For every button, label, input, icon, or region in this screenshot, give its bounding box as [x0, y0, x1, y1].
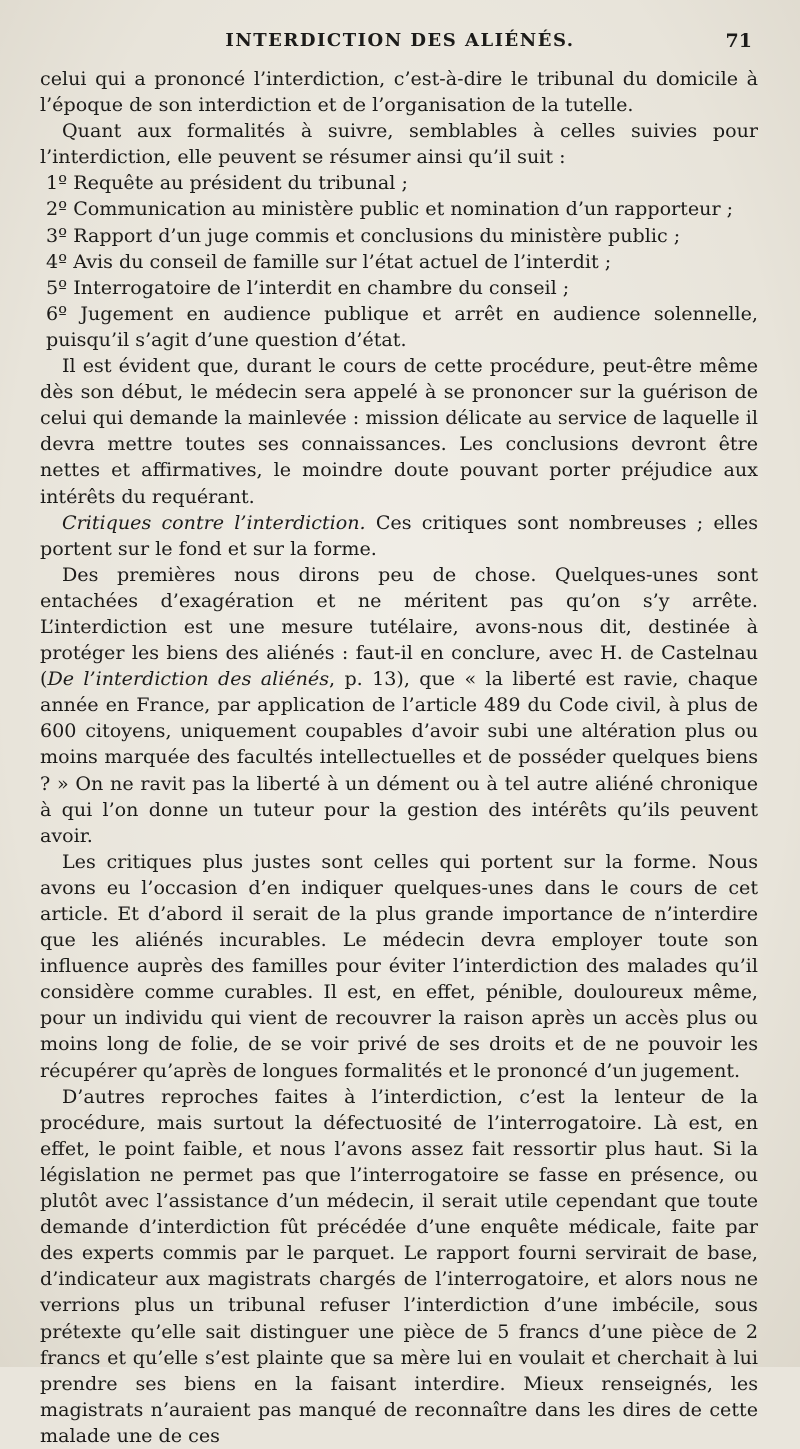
paragraph-critiques-intro	[40, 510, 758, 562]
paragraph-text: , p. 13), que « la liberté est ravie, chaque année en France, par application de l’article 489 du Code civil, à plus de 600 citoyens, uniquement coupables d’avoir subi une altération plus ou moins marquée des facultés intellectuelles et de posséder quelques biens ? » On ne ravit pas la liberté à un dément ou à tel autre aliéné chronique à qui l’on donne un tuteur pour la gestion des intérêts qu’ils peuvent avoir.	[40, 667, 758, 847]
formalities-list	[40, 170, 758, 353]
paragraph-critiques-substance	[40, 562, 758, 849]
paragraph-formalities-intro: Quant aux formalités à suivre, semblables à celles suivies pour l’interdiction, elle peuvent se résumer ainsi qu’il suit :	[40, 119, 758, 169]
list-item: 4º Avis du conseil de famille sur l’état actuel de l’interdit ;	[46, 249, 612, 273]
list-item: 2º Communication au ministère public et nomination d’un rapporteur ;	[46, 197, 734, 221]
running-head: INTERDICTION DES ALIÉNÉS.	[225, 30, 575, 51]
paragraph-continuation: celui qui a prononcé l’interdiction, c’est-à-dire le tribunal du domicile à l’époque de son interdiction et de l’organisation de la tutelle.	[40, 67, 758, 117]
list-item: 6º Jugement en audience publique et arrêt en audience solennelle, puisqu’il s’agit d’une question d’état.	[46, 301, 758, 351]
paragraph-text: Ces critiques sont nombreuses ; elles portent sur le fond et sur la forme.	[40, 510, 758, 560]
list-item: 1º Requête au président du tribunal ;	[46, 171, 408, 195]
page-header	[0, 30, 800, 60]
body-text	[40, 66, 758, 1449]
section-title: Critiques contre l’interdiction.	[62, 510, 366, 534]
paragraph-critiques-form: Les critiques plus justes sont celles qui portent sur la forme. Nous avons eu l’occasion d’en indiquer quelques-unes dans le cours de cet article. Et d’abord il serait de la plus grande importance de n’interdire que les aliénés incurables. Le médecin devra employer toute son influence auprès des familles pour éviter l’interdiction des malades qu’il considère comme curables. Il est, en effet, pénible, douloureux même, pour un individu qui vient de recouvrer la raison après un accès plus ou moins long de folie, de se voir privé de ses droits et de ne pouvoir les récupérer qu’après de longues formalités et le prononcé d’un jugement.	[40, 849, 758, 1082]
paragraph-text: Des premières nous dirons peu de chose. Quelques-unes sont entachées d’exagération et ne méritent pas qu’on s’y arrête. L’interdiction est une mesure tutélaire, avons-nous dit, destinée à protéger les biens des aliénés : faut-il en conclure, avec H. de Castelnau (	[40, 562, 758, 691]
paragraph-medical-role: Il est évident que, durant le cours de cette procédure, peut-être même dès son début, le médecin sera appelé à se prononcer sur la guérison de celui qui demande la mainlevée : mission délicate au service de laquelle il devra mettre toutes ses connaissances. Les conclusions devront être nettes et affirmatives, le moindre doute pouvant porter préjudice aux intérêts du requérant.	[40, 354, 758, 508]
list-item: 5º Interrogatoire de l’interdit en chambre du conseil ;	[46, 275, 570, 299]
list-item: 3º Rapport d’un juge commis et conclusions du ministère public ;	[46, 223, 681, 247]
paragraph-other-reproaches: D’autres reproches faites à l’interdiction, c’est la lenteur de la procédure, mais surtout la défectuosité de l’interrogatoire. Là est, en effet, le point faible, et nous l’avons assez fait ressortir plus haut. Si la législation ne permet pas que l’interrogatoire se fasse en présence, ou plutôt avec l’assistance d’un médecin, il serait utile cependant que toute demande d’interdiction fût précédée d’une enquête médicale, faite par des experts commis par le parquet. Le rapport fourni servirait de base, d’indicateur aux magistrats chargés de l’interrogatoire, et alors nous ne verrions plus un tribunal refuser l’interdiction d’une imbécile, sous prétexte qu’elle sait distinguer une pièce de 5 francs d’une pièce de 2 francs et qu’elle s’est plainte que sa mère lui en voulait et cherchait à lui prendre ses biens en la faisant interdire. Mieux renseignés, les magistrats n’auraient pas manqué de reconnaître dans les dires de cette malade une de ces	[40, 1084, 758, 1447]
cited-work-title: De l’interdiction des aliénés	[47, 667, 330, 691]
page-number: 71	[725, 30, 752, 52]
